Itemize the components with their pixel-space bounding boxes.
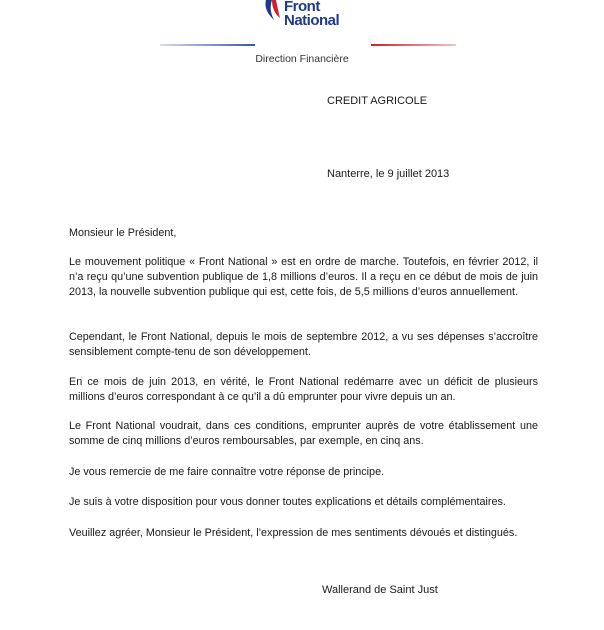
front-national-logo <box>262 0 352 36</box>
logo-wordmark <box>284 0 339 28</box>
flame-icon <box>262 0 284 26</box>
recipient: CREDIT AGRICOLE <box>327 95 428 107</box>
place-date: Nanterre, le 9 juillet 2013 <box>327 168 450 180</box>
paragraph-3: En ce mois de juin 2013, en vérité, le Front National redémarre avec un déficit de plusieurs millions d’euros correspondant à ce qu’il a dû emprunter pour vivre depuis un an. <box>69 376 538 404</box>
signature-name: Wallerand de Saint Just <box>322 584 438 596</box>
paragraph-4: Le Front National voudrait, dans ces conditions, emprunter auprès de votre établissement une somme de cinq millions d’euros remboursables, par exemple, en cinq ans. <box>69 420 538 448</box>
paragraph-6: Je suis à votre disposition pour vous donner toutes explications et détails complémentaires. <box>69 496 506 508</box>
department-name: Direction Financière <box>255 53 349 65</box>
paragraph-5: Je vous remercie de me faire connaître votre réponse de principe. <box>69 466 385 478</box>
header-rule-blue <box>160 44 255 46</box>
paragraph-7: Veuillez agréer, Monsieur le Président, l’expression de mes sentiments dévoués et distingués. <box>69 527 518 539</box>
header-rule-red <box>371 44 456 46</box>
logo-line-1: Front <box>284 0 320 15</box>
salutation: Monsieur le Président, <box>69 227 177 239</box>
paragraph-1: Le mouvement politique « Front National » est en ordre de marche. Toutefois, en février 2012, il n’a reçu qu’une subvention publique de 1,8 millions d’euros. Il a reçu en ce début de mois de juin 2013, la nouvelle subvention publique qui est, cette fois, de 5,5 millions d’euros annuellement. <box>69 256 538 299</box>
paragraph-2: Cependant, le Front National, depuis le mois de septembre 2012, a vu ses dépenses s’accroître sensiblement compte-tenu de son développement. <box>69 331 538 359</box>
logo-line-2: National <box>284 12 340 29</box>
